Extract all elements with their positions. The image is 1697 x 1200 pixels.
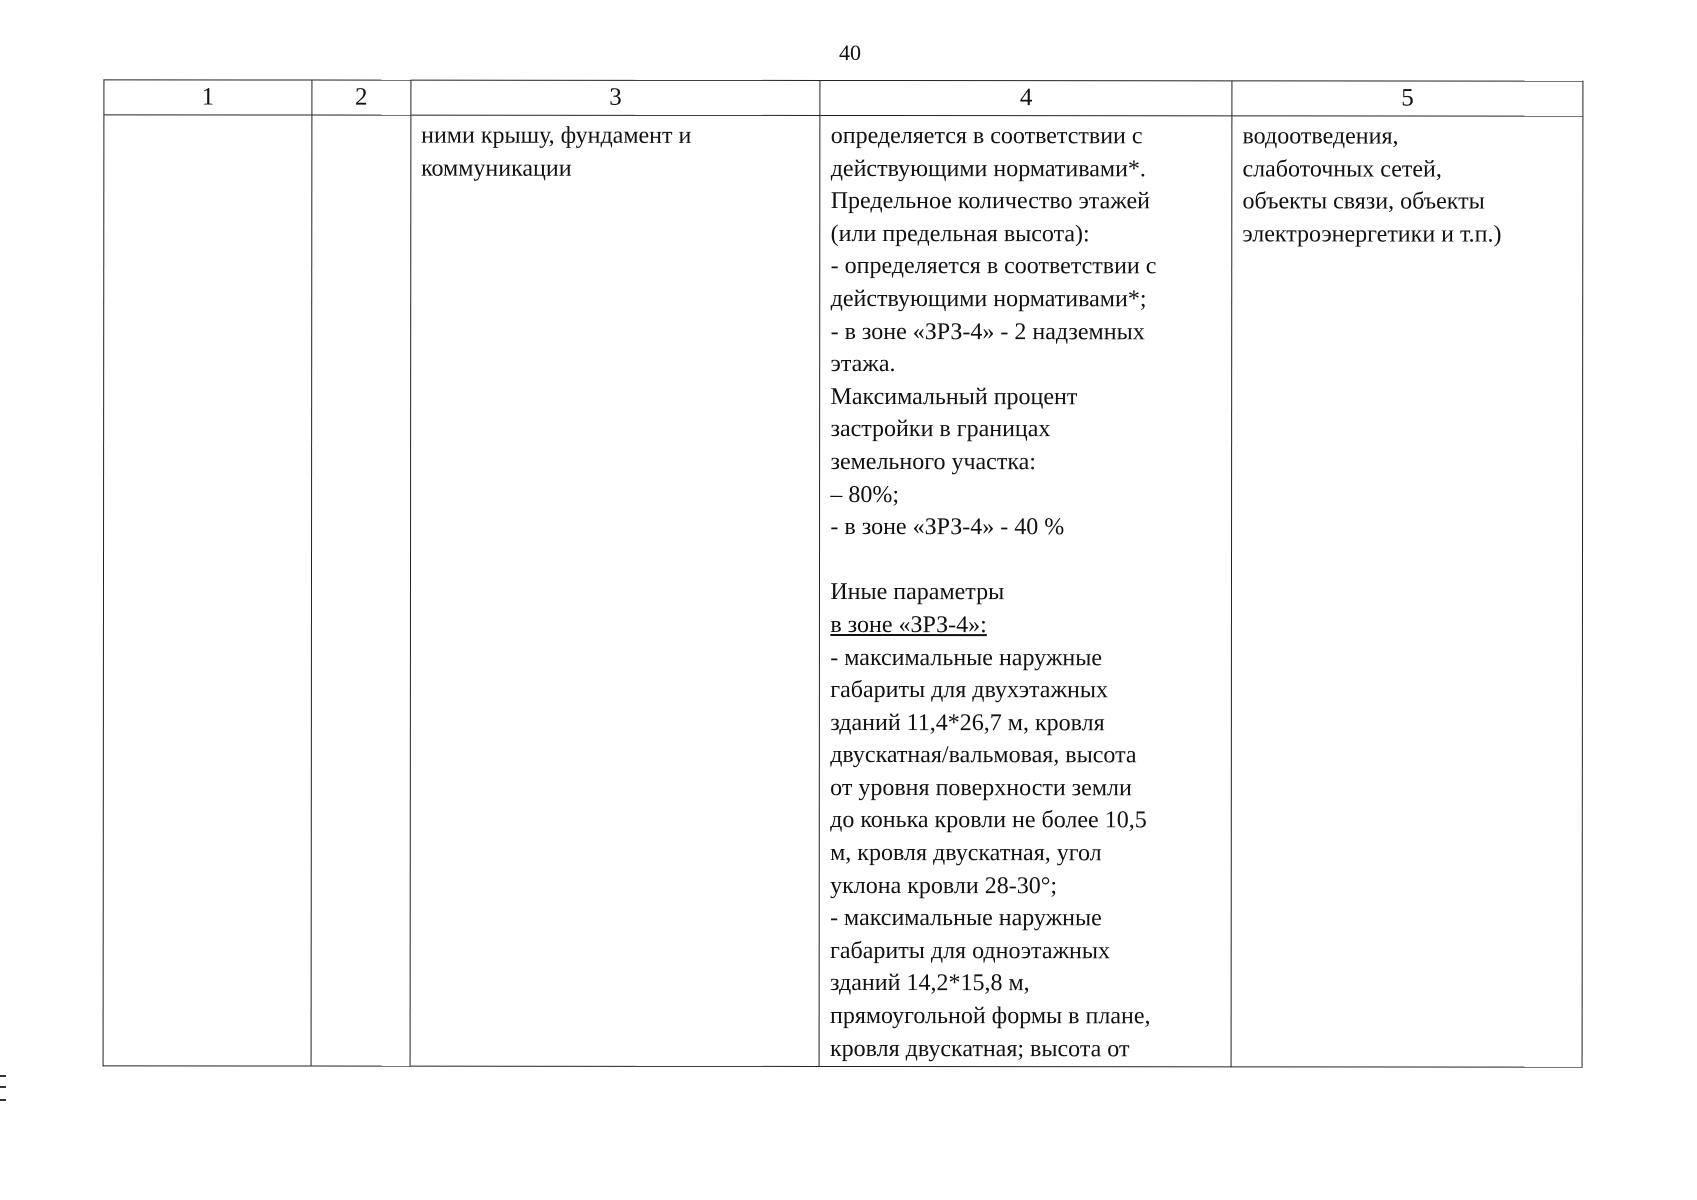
text-line: габариты для одноэтажных — [830, 937, 1111, 965]
text-line: от уровня поверхности земли — [830, 774, 1132, 802]
text-line: уклона кровли 28-30°; — [830, 872, 1058, 899]
scan-margin-mark — [0, 1075, 6, 1101]
text-line: коммуникации — [421, 155, 572, 182]
text-line: водоотведения, — [1242, 123, 1399, 150]
text-line: прямоугольной формы в плане, — [829, 1003, 1151, 1030]
cell-col-5 — [1231, 116, 1583, 1067]
text-line: застройки в границах — [830, 416, 1051, 443]
column-header-2: 2 — [312, 80, 411, 115]
column-header-3: 3 — [411, 80, 821, 115]
text-line: до конька кровли не более 10,5 — [830, 807, 1147, 834]
text-line: земельного участка: — [830, 448, 1036, 476]
cell-col-3 — [410, 115, 820, 1066]
text-line: ними крышу, фундамент и — [421, 122, 692, 149]
text-line: Максимальный процент — [830, 383, 1078, 410]
text-line: Иные параметры — [830, 579, 1005, 606]
text-line: двускатная/вальмовая, высота — [830, 742, 1137, 769]
text-line: электроэнергетики и т.п.) — [1242, 221, 1502, 248]
cell-col-1 — [103, 115, 312, 1066]
text-line: этажа. — [830, 351, 896, 378]
text-line: - в зоне «ЗРЗ-4» - 40 % — [830, 514, 1065, 541]
blank-line — [830, 544, 1221, 577]
underlined-zone-heading: в зоне «ЗРЗ-4»: — [830, 611, 987, 639]
text-line: - определяется в соответствии с — [830, 253, 1157, 280]
text-line: - в зоне «ЗРЗ-4» - 2 надземных — [830, 318, 1145, 345]
page-number: 40 — [839, 40, 861, 65]
text-line: (или предельная высота): — [830, 220, 1090, 247]
text-line: слаботочных сетей, — [1242, 155, 1442, 183]
table-row — [103, 115, 1583, 1067]
text-line: действующими нормативами*. — [830, 155, 1146, 182]
text-line: объекты связи, объекты — [1242, 188, 1485, 215]
column-header-1: 1 — [104, 80, 312, 115]
text-line: м, кровля двускатная, угол — [830, 840, 1102, 867]
text-line: Предельное количество этажей — [830, 188, 1151, 215]
text-line: - максимальные наружные — [830, 644, 1103, 671]
text-line: определяется в соответствии с — [830, 122, 1143, 150]
column-header-5: 5 — [1232, 81, 1583, 116]
cell-col-2 — [311, 115, 411, 1066]
text-line: – 80%; — [830, 481, 900, 508]
text-line: - максимальные наружные — [830, 905, 1102, 932]
text-line: зданий 11,4*26,7 м, кровля — [830, 709, 1105, 736]
text-line: зданий 14,2*15,8 м, — [830, 970, 1030, 997]
column-header-4: 4 — [820, 80, 1232, 115]
text-line: кровля двускатная; высота от — [829, 1035, 1130, 1062]
header-row — [104, 80, 1583, 116]
text-line: габариты для двухэтажных — [830, 677, 1109, 704]
text-line: действующими нормативами*; — [830, 285, 1147, 313]
regulations-table — [103, 79, 1584, 1067]
cell-col-4 — [819, 115, 1232, 1066]
